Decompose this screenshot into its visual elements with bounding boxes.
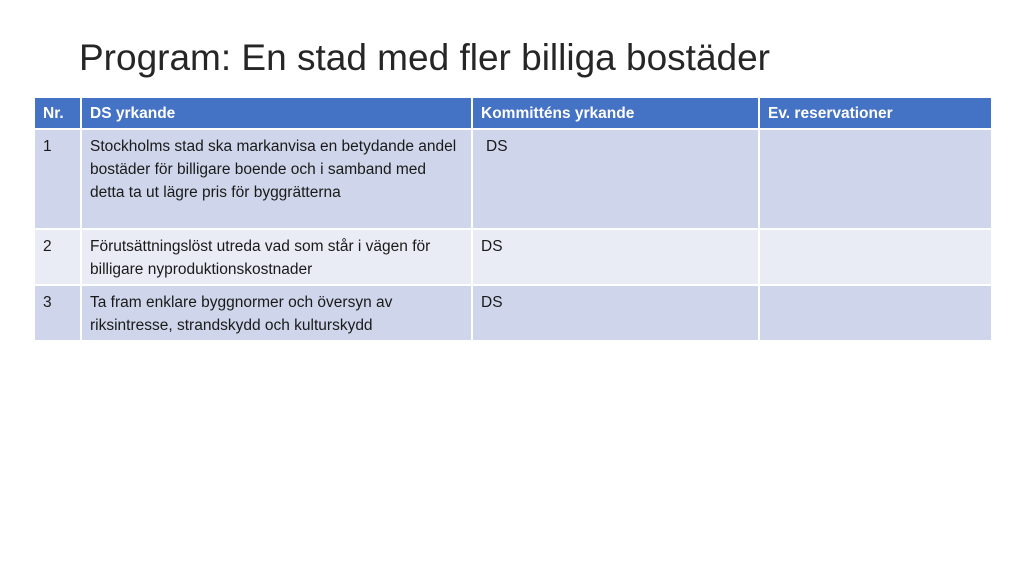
cell-nr: 3 [34,285,81,341]
cell-ds-yrkande: Stockholms stad ska markanvisa en betydande andel bostäder för billigare boende och i samband med detta ta ut lägre pris för byggrätterna [81,129,472,229]
cell-reservationer [759,229,992,285]
header-ds-yrkande: DS yrkande [81,97,472,129]
cell-kommittens-yrkande: DS [472,229,759,285]
cell-reservationer [759,129,992,229]
header-reservationer: Ev. reservationer [759,97,992,129]
slide-title: Program: En stad med fler billiga bostäder [79,37,771,78]
header-kommittens-yrkande: Kommitténs yrkande [472,97,759,129]
table-header-row [34,97,992,129]
table-row [34,129,992,229]
table-row [34,285,992,341]
cell-nr: 1 [34,129,81,229]
cell-reservationer [759,285,992,341]
cell-ds-yrkande: Förutsättningslöst utreda vad som står i vägen för billigare nyproduktionskostnader [81,229,472,285]
cell-ds-yrkande: Ta fram enklare byggnormer och översyn av riksintresse, strandskydd och kulturskydd [81,285,472,341]
cell-kommittens-yrkande: DS [472,285,759,341]
table-row [34,229,992,285]
cell-nr: 2 [34,229,81,285]
cell-kommittens-yrkande: DS [472,129,759,229]
header-nr: Nr. [34,97,81,129]
motions-table [33,96,993,342]
